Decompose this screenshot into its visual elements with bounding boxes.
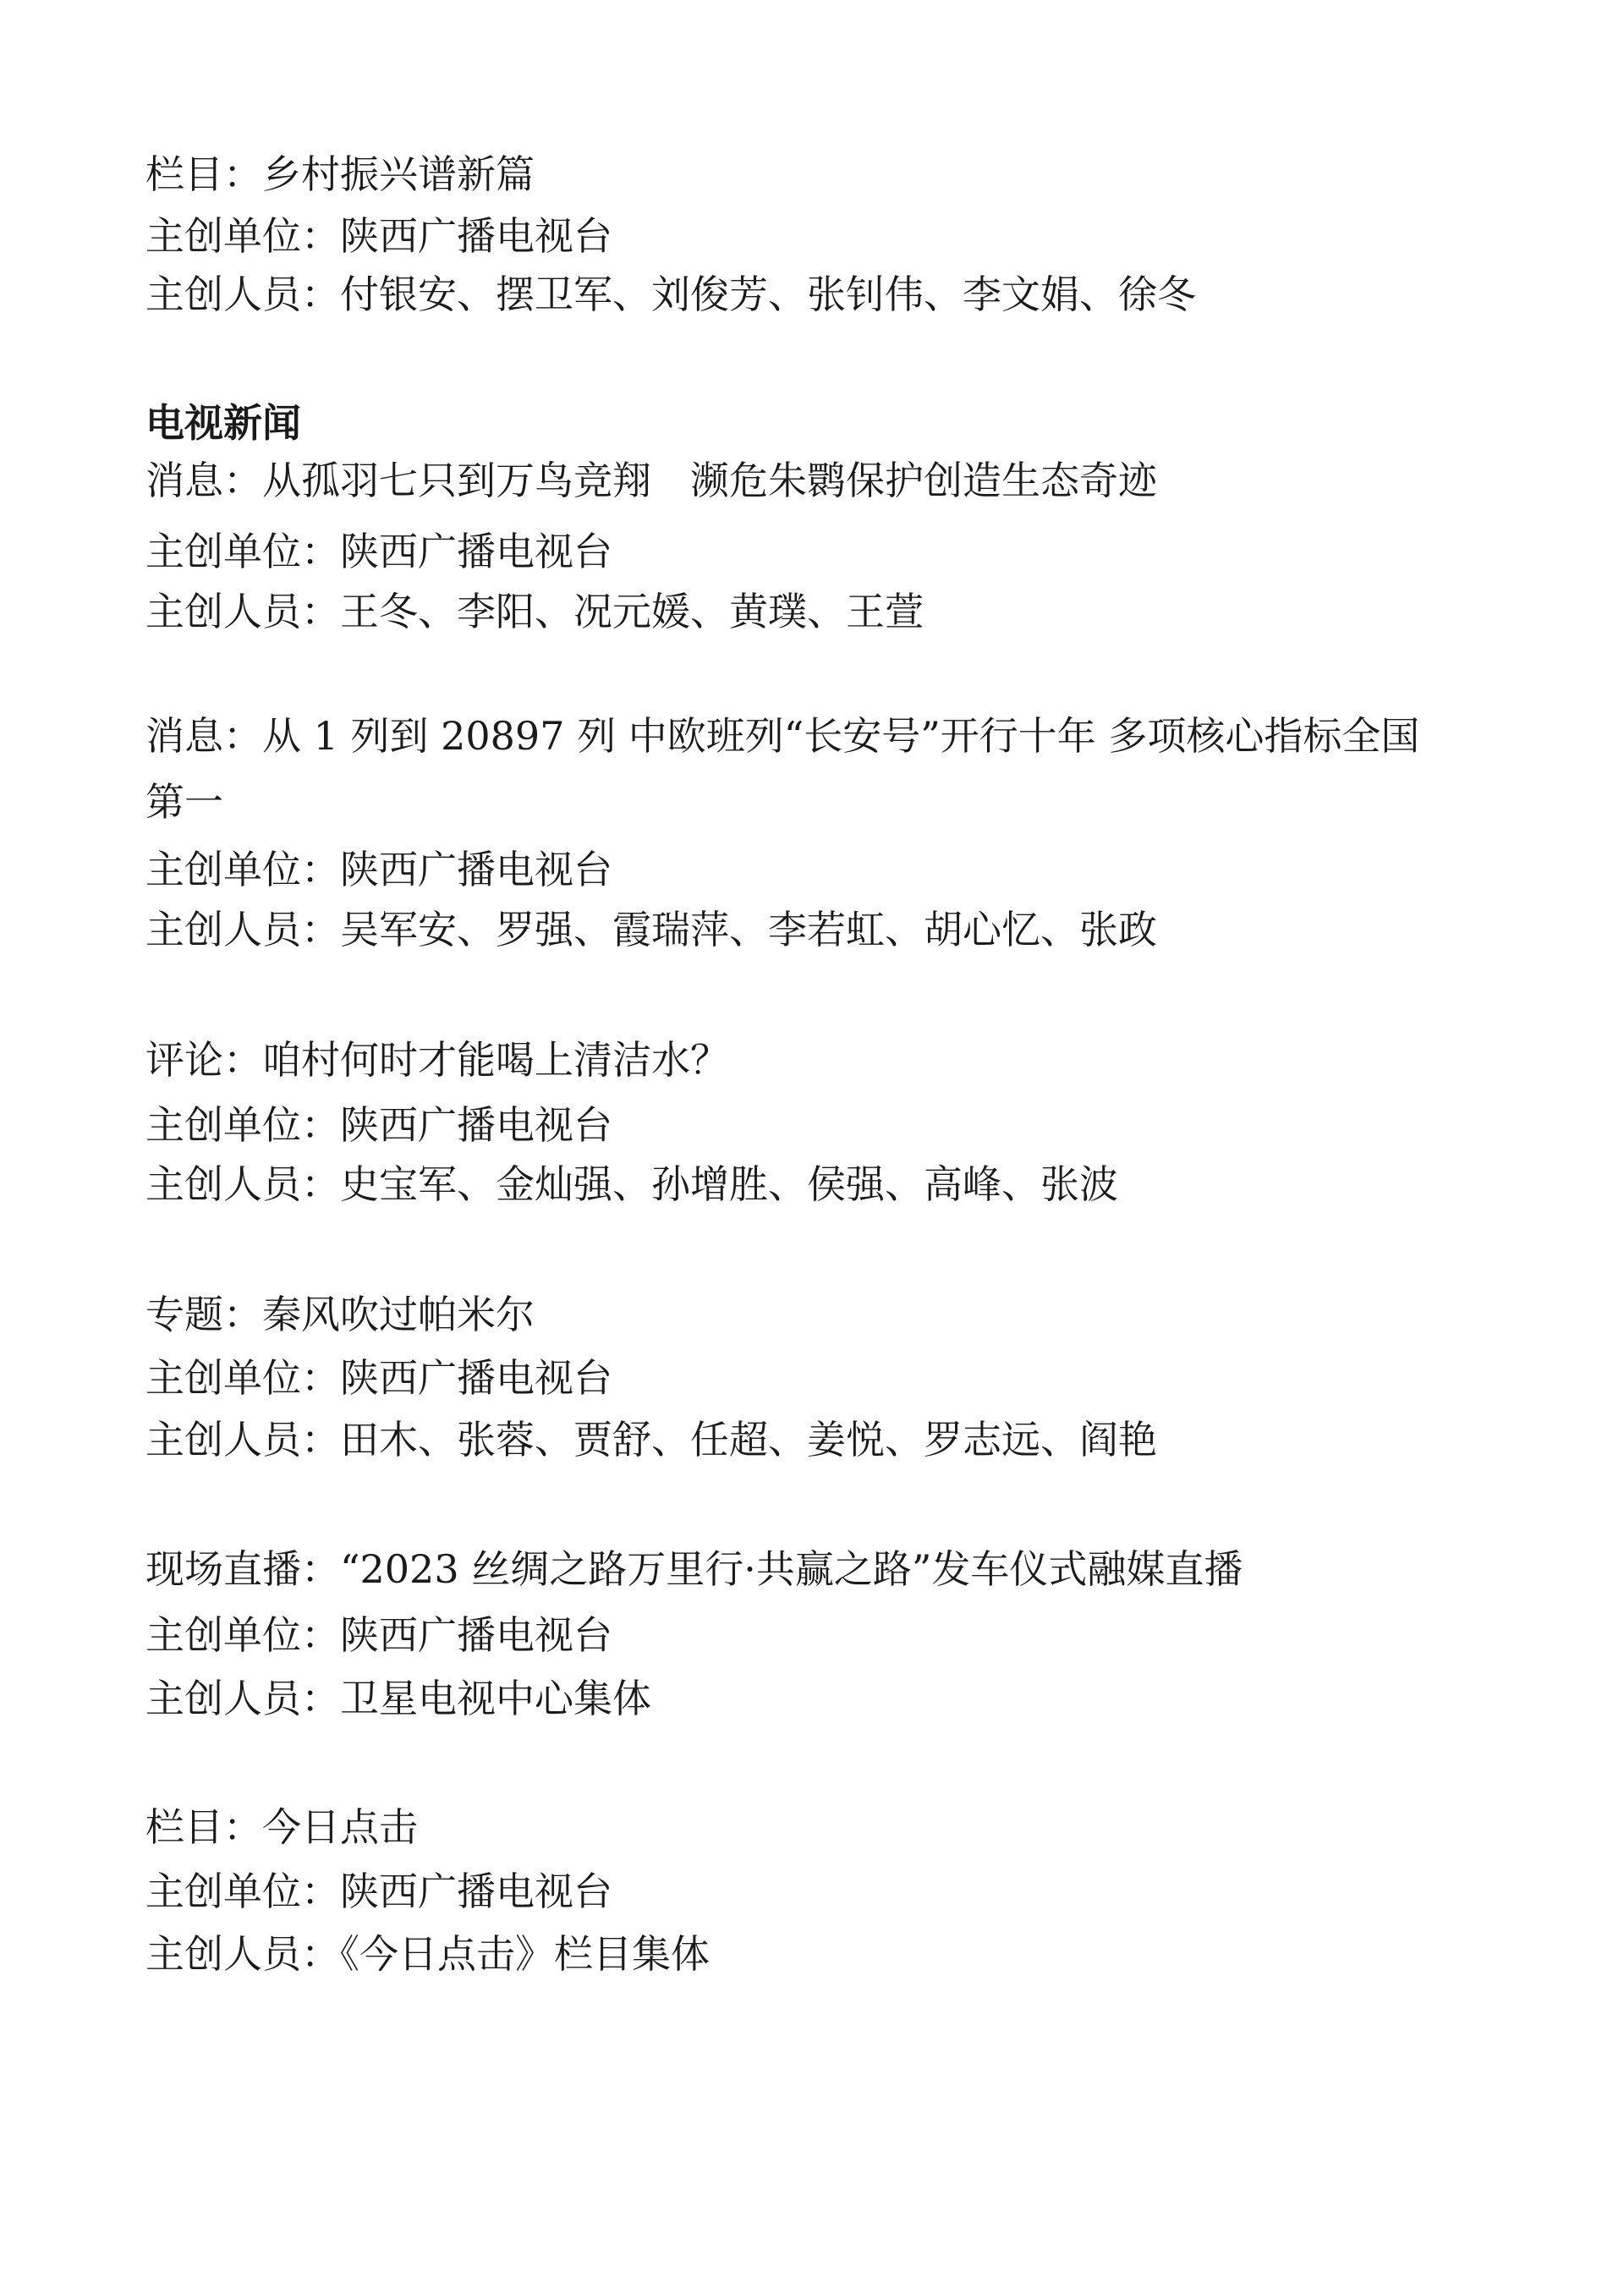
entry-title: 专题：秦风吹过帕米尔	[145, 1292, 535, 1337]
entry-unit: 主创单位：陕西广播电视台	[145, 1869, 612, 1914]
entry-staff: 主创人员：史宝军、金灿强、孙增胜、侯强、高峰、张波	[145, 1161, 1118, 1207]
entry-title: 消息：从 1 列到 20897 列 中欧班列“长安号”开行十年 多项核心指标全国	[145, 713, 1420, 759]
entry-staff: 主创人员：田木、张蓉、贾舒、任超、姜悦、罗志远、阎艳	[145, 1417, 1157, 1463]
entry-staff: 主创人员：付银安、摆卫军、刘俊芳、张钊伟、李文娟、徐冬	[145, 272, 1196, 317]
entry-title: 栏目：今日点击	[145, 1804, 418, 1850]
entry-title: 评论：咱村何时才能喝上清洁水？	[145, 1037, 729, 1083]
entry-unit: 主创单位：陕西广播电视台	[145, 213, 612, 259]
entry-staff: 主创人员：卫星电视中心集体	[145, 1676, 651, 1721]
section-heading: 电视新闻	[145, 400, 301, 446]
entry-title-continuation: 第一	[145, 779, 223, 825]
entry-title: 现场直播：“2023 丝绸之路万里行·共赢之路”发车仪式融媒直播	[145, 1546, 1243, 1592]
entry-unit: 主创单位：陕西广播电视台	[145, 1355, 612, 1401]
entry-staff: 主创人员：《今日点击》栏目集体	[145, 1931, 710, 1977]
entry-unit: 主创单位：陕西广播电视台	[145, 847, 612, 892]
entry-title: 栏目：乡村振兴谱新篇	[145, 151, 535, 197]
entry-unit: 主创单位：陕西广播电视台	[145, 529, 612, 574]
entry-unit: 主创单位：陕西广播电视台	[145, 1612, 612, 1658]
entry-staff: 主创人员：王冬、李阳、况元媛、黄璞、王萱	[145, 589, 924, 634]
entry-unit: 主创单位：陕西广播电视台	[145, 1102, 612, 1148]
entry-title: 消息：从孤羽七只到万鸟竞翔 濒危朱鹮保护创造生态奇迹	[145, 458, 1157, 503]
entry-staff: 主创人员：吴军安、罗强、霞瑞萍、李若虹、胡心忆、张政	[145, 907, 1157, 952]
